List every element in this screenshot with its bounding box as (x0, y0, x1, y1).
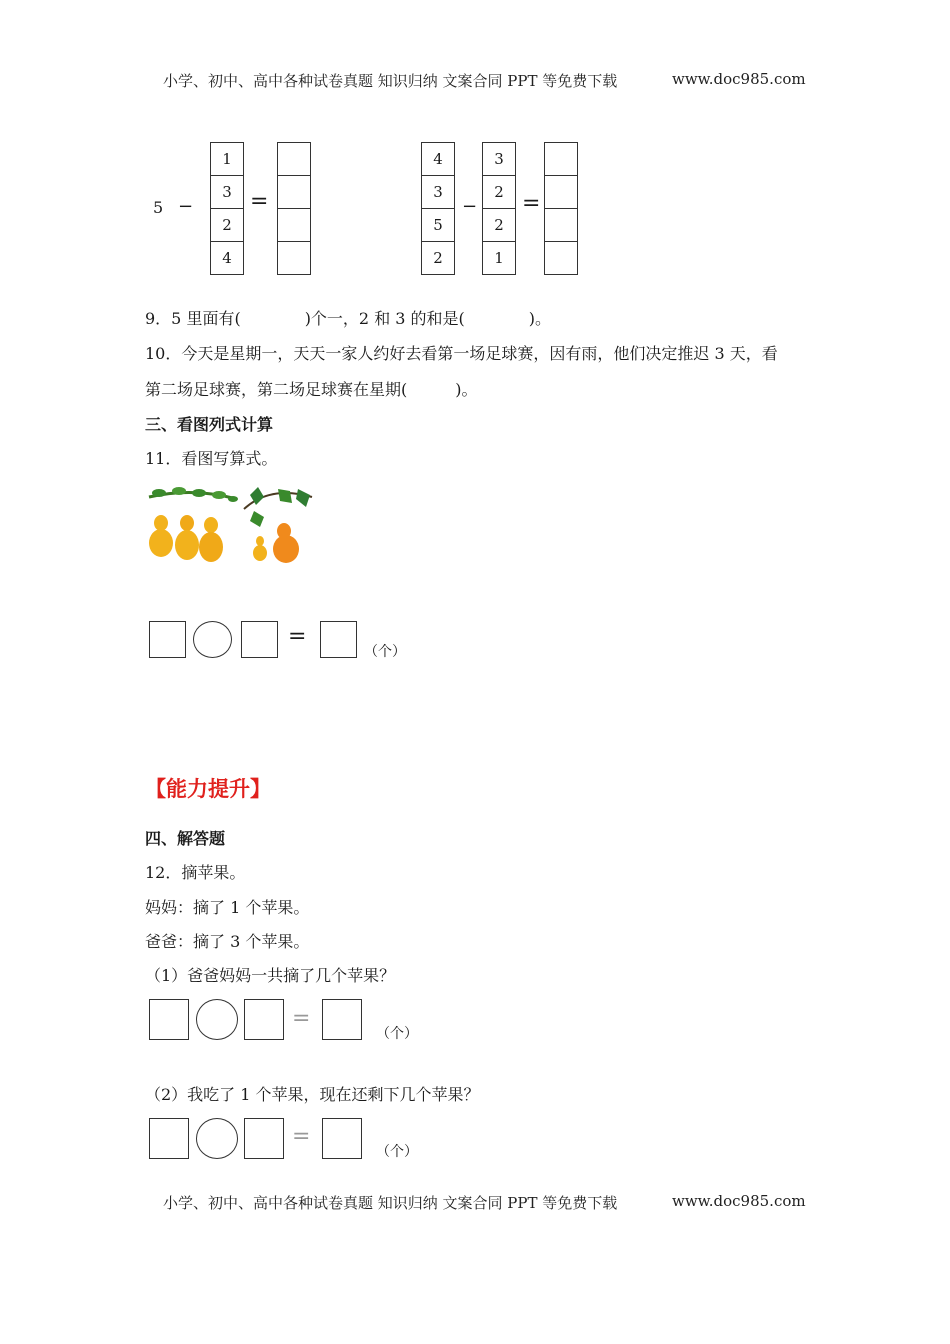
question-12-mom: 妈妈：摘了 1 个苹果。 (145, 898, 310, 917)
puzzle-left-minus: − (178, 196, 194, 217)
puzzle-right-equals: = (522, 191, 541, 216)
answer-box[interactable] (244, 1118, 284, 1159)
equals-sign: = (292, 1006, 311, 1031)
answer-cell[interactable] (277, 175, 311, 208)
answer-cell[interactable] (277, 142, 311, 175)
puzzle-left-minuend: 5 (153, 198, 164, 217)
answer-cell[interactable] (277, 208, 311, 241)
operator-circle[interactable] (196, 1118, 238, 1159)
section-3-heading: 三、看图列式计算 (145, 415, 274, 434)
answer-box[interactable] (322, 1118, 362, 1159)
puzzle-cell: 1 (482, 241, 516, 275)
footer-url[interactable]: www.doc985.com (672, 1192, 806, 1210)
puzzle-cell: 2 (482, 175, 516, 208)
answer-box[interactable] (149, 621, 186, 658)
unit-label: （个） (364, 644, 406, 660)
answer-box[interactable] (149, 999, 189, 1040)
header-text: 小学、初中、高中各种试卷真题 知识归纳 文案合同 PPT 等免费下载 (163, 72, 618, 90)
operator-circle[interactable] (196, 999, 238, 1040)
puzzle-cell: 2 (421, 241, 455, 275)
answer-box[interactable] (320, 621, 357, 658)
section-4-heading: 四、解答题 (145, 829, 226, 848)
question-9: 9．5 里面有( )个一，2 和 3 的和是( )。 (145, 309, 552, 328)
answer-box[interactable] (241, 621, 278, 658)
puzzle-right-minus: − (462, 196, 478, 217)
ability-heading: 【能力提升】 (145, 777, 271, 801)
puzzle-cell: 3 (421, 175, 455, 208)
question-12-part-1: （1）爸爸妈妈一共摘了几个苹果？ (145, 966, 396, 985)
answer-cell[interactable] (544, 208, 578, 241)
puzzle-cell: 1 (210, 142, 244, 175)
puzzle-right-column-2 (482, 142, 516, 275)
question-10-line-2: 第二场足球赛，第二场足球赛在星期( )。 (145, 380, 478, 399)
equals-sign: = (292, 1124, 311, 1149)
operator-circle[interactable] (193, 621, 232, 658)
answer-cell[interactable] (544, 142, 578, 175)
puzzle-left-answer-column[interactable] (277, 142, 311, 275)
puzzle-cell: 5 (421, 208, 455, 241)
question-12: 12．摘苹果。 (145, 863, 246, 882)
puzzle-left-equals: = (250, 189, 269, 214)
puzzle-left-column (210, 142, 244, 275)
puzzle-cell: 3 (210, 175, 244, 208)
footer-text: 小学、初中、高中各种试卷真题 知识归纳 文案合同 PPT 等免费下载 (163, 1194, 618, 1212)
answer-cell[interactable] (277, 241, 311, 275)
puzzle-right-column-1 (421, 142, 455, 275)
question-12-dad: 爸爸：摘了 3 个苹果。 (145, 932, 310, 951)
answer-box[interactable] (149, 1118, 189, 1159)
unit-label: （个） (376, 1144, 418, 1160)
puzzle-cell: 4 (210, 241, 244, 275)
answer-box[interactable] (322, 999, 362, 1040)
equals-sign: = (288, 624, 307, 649)
header-url[interactable]: www.doc985.com (672, 70, 806, 88)
unit-label: （个） (376, 1026, 418, 1042)
answer-cell[interactable] (544, 175, 578, 208)
puzzle-cell: 4 (421, 142, 455, 175)
puzzle-cell: 2 (482, 208, 516, 241)
gourds-on-vine-icon (147, 485, 239, 570)
puzzle-cell: 3 (482, 142, 516, 175)
answer-box[interactable] (244, 999, 284, 1040)
question-11: 11．看图写算式。 (145, 449, 278, 468)
puzzle-right-answer-column[interactable] (544, 142, 578, 275)
question-12-part-2: （2）我吃了 1 个苹果，现在还剩下几个苹果？ (145, 1085, 480, 1104)
answer-cell[interactable] (544, 241, 578, 275)
gourd-plant-icon (240, 485, 316, 565)
question-10-line-1: 10．今天是星期一，天天一家人约好去看第一场足球赛，因有雨，他们决定推迟 3 天，看 (145, 344, 778, 363)
puzzle-cell: 2 (210, 208, 244, 241)
